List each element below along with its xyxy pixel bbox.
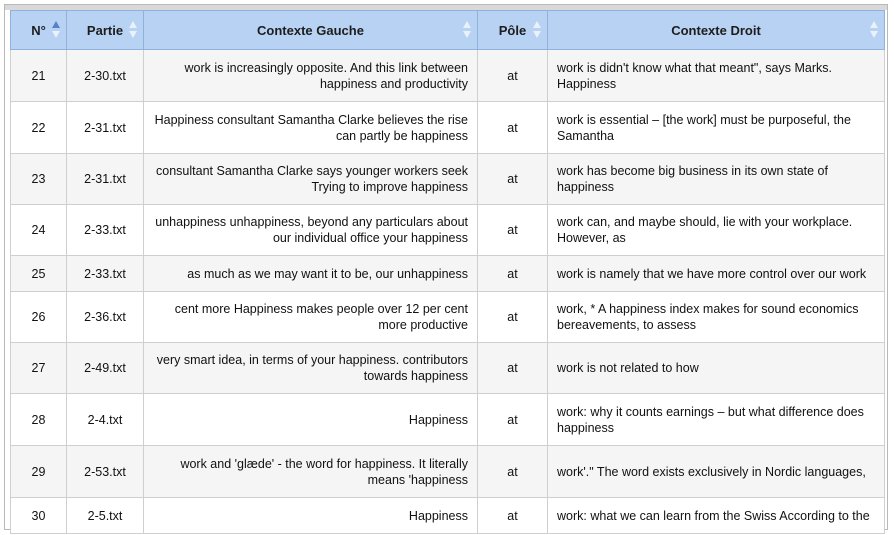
cell-pole: at xyxy=(478,205,548,256)
table-row[interactable] xyxy=(11,343,885,394)
table-row[interactable] xyxy=(11,498,885,534)
column-header-num[interactable] xyxy=(11,11,67,50)
cell-contexte-gauche: Happiness consultant Samantha Clarke believes the rise can partly be happiness xyxy=(144,102,478,154)
header-row xyxy=(11,11,885,50)
cell-contexte-gauche: work is increasingly opposite. And this link between happiness and productivity xyxy=(144,50,478,102)
table-row[interactable] xyxy=(11,256,885,292)
cell-partie: 2-5.txt xyxy=(67,498,144,534)
sort-icon[interactable] xyxy=(870,21,879,38)
cell-partie: 2-33.txt xyxy=(67,205,144,256)
table-row[interactable] xyxy=(11,50,885,102)
column-header-pole-label: Pôle xyxy=(498,22,527,38)
cell-contexte-droit: work is namely that we have more control over our work xyxy=(548,256,885,292)
cell-contexte-droit: work is essential – [the work] must be purposeful, the Samantha xyxy=(548,102,885,154)
cell-pole: at xyxy=(478,50,548,102)
cell-num: 24 xyxy=(11,205,67,256)
column-header-contexte-gauche-label: Contexte Gauche xyxy=(257,22,364,38)
column-header-num-label: N° xyxy=(31,22,46,38)
table-row[interactable] xyxy=(11,292,885,343)
table-row[interactable] xyxy=(11,446,885,498)
cell-num: 28 xyxy=(11,394,67,446)
cell-contexte-droit: work'." The word exists exclusively in Nordic languages, xyxy=(548,446,885,498)
cell-partie: 2-31.txt xyxy=(67,154,144,205)
cell-pole: at xyxy=(478,394,548,446)
column-header-partie-label: Partie xyxy=(86,22,124,38)
table-row[interactable] xyxy=(11,394,885,446)
cell-pole: at xyxy=(478,498,548,534)
cell-pole: at xyxy=(478,343,548,394)
cell-partie: 2-33.txt xyxy=(67,256,144,292)
cell-contexte-gauche: as much as we may want it to be, our unhappiness xyxy=(144,256,478,292)
table-row[interactable] xyxy=(11,205,885,256)
cell-contexte-droit: work is didn't know what that meant", says Marks. Happiness xyxy=(548,50,885,102)
cell-contexte-gauche: Happiness xyxy=(144,394,478,446)
cell-pole: at xyxy=(478,446,548,498)
cell-num: 27 xyxy=(11,343,67,394)
cell-partie: 2-4.txt xyxy=(67,394,144,446)
column-header-contexte-droit-label: Contexte Droit xyxy=(671,22,761,38)
cell-contexte-gauche: work and 'glæde' - the word for happiness. It literally means 'happiness xyxy=(144,446,478,498)
cell-contexte-gauche: unhappiness unhappiness, beyond any particulars about our individual office your happiness xyxy=(144,205,478,256)
cell-partie: 2-36.txt xyxy=(67,292,144,343)
table-row[interactable] xyxy=(11,154,885,205)
cell-num: 30 xyxy=(11,498,67,534)
cell-pole: at xyxy=(478,154,548,205)
cell-contexte-gauche: Happiness xyxy=(144,498,478,534)
cell-contexte-droit: work is not related to how xyxy=(548,343,885,394)
cell-contexte-droit: work has become big business in its own state of happiness xyxy=(548,154,885,205)
cell-num: 21 xyxy=(11,50,67,102)
cell-num: 23 xyxy=(11,154,67,205)
cell-partie: 2-49.txt xyxy=(67,343,144,394)
cell-partie: 2-30.txt xyxy=(67,50,144,102)
cell-pole: at xyxy=(478,102,548,154)
cell-contexte-droit: work: why it counts earnings – but what difference does happiness xyxy=(548,394,885,446)
cell-pole: at xyxy=(478,292,548,343)
cell-contexte-droit: work: what we can learn from the Swiss According to the xyxy=(548,498,885,534)
cell-contexte-gauche: consultant Samantha Clarke says younger workers seek Trying to improve happiness xyxy=(144,154,478,205)
cell-num: 26 xyxy=(11,292,67,343)
sort-icon[interactable] xyxy=(463,21,472,38)
cell-num: 22 xyxy=(11,102,67,154)
cell-pole: at xyxy=(478,256,548,292)
concordance-table xyxy=(10,10,885,534)
cell-contexte-droit: work, * A happiness index makes for sound economics bereavements, to assess xyxy=(548,292,885,343)
cell-partie: 2-31.txt xyxy=(67,102,144,154)
cell-partie: 2-53.txt xyxy=(67,446,144,498)
column-header-pole[interactable] xyxy=(478,11,548,50)
cell-num: 29 xyxy=(11,446,67,498)
column-header-contexte-droit[interactable] xyxy=(548,11,885,50)
column-header-contexte-gauche[interactable] xyxy=(144,11,478,50)
table-row[interactable] xyxy=(11,102,885,154)
cell-contexte-gauche: cent more Happiness makes people over 12 per cent more productive xyxy=(144,292,478,343)
cell-num: 25 xyxy=(11,256,67,292)
cell-contexte-gauche: very smart idea, in terms of your happiness. contributors towards happiness xyxy=(144,343,478,394)
column-header-partie[interactable] xyxy=(67,11,144,50)
concordance-panel xyxy=(4,4,888,530)
sort-icon[interactable] xyxy=(533,21,542,38)
sort-icon[interactable] xyxy=(129,21,138,38)
sort-asc-icon[interactable] xyxy=(52,21,61,38)
cell-contexte-droit: work can, and maybe should, lie with your workplace. However, as xyxy=(548,205,885,256)
